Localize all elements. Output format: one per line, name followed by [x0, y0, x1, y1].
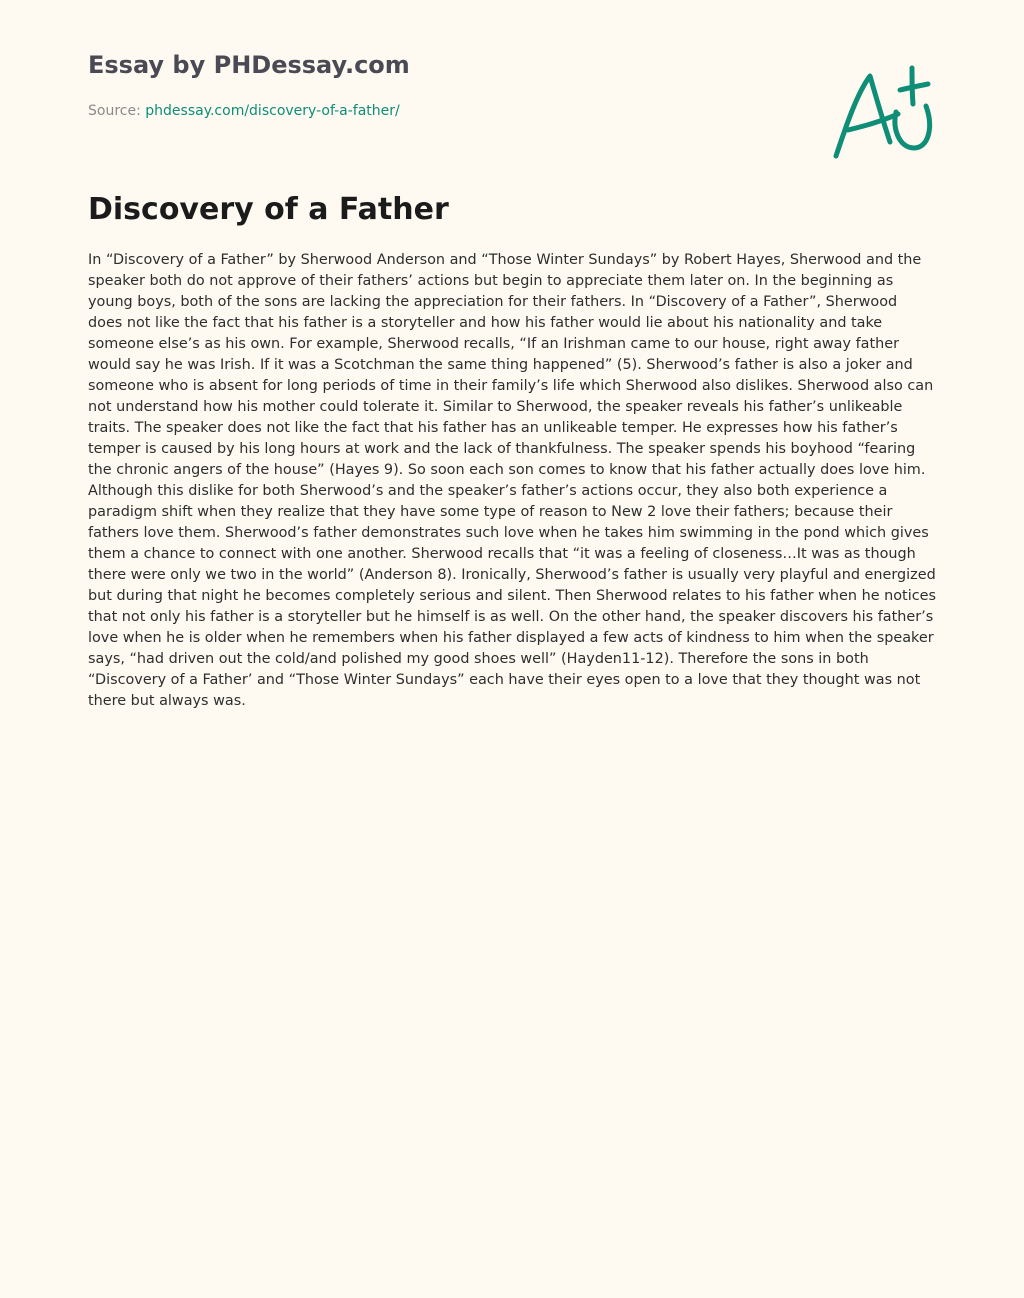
- essay-title: Discovery of a Father: [88, 192, 449, 227]
- source-label: Source:: [88, 103, 141, 119]
- page-header: [88, 48, 936, 158]
- a-plus-grade-icon: [832, 64, 936, 160]
- essay-body: In “Discovery of a Father” by Sherwood Anderson and “Those Winter Sundays” by Robert Hayes, Sherwood and the speaker both do not approve of their fathers’ actions but begin to appreciate them later on. In the beginning as young boys, both of the sons are lacking the appreciation for their fathers. In “Discovery of a Father”, Sherwood does not like the fact that his father is a storyteller and how his father would lie about his nationality and take someone else’s as his own. For example, Sherwood recalls, “If an Irishman came to our house, right away father would say he was Irish. If it was a Scotchman the same thing happened” (5). Sherwood’s father is also a joker and someone who is absent for long periods of time in their family’s life which Sherwood also dislikes. Sherwood also can not understand how his mother could tolerate it. Similar to Sherwood, the speaker reveals his father’s unlikeable traits. The speaker does not like the fact that his father has an unlikeable temper. He expresses how his father’s temper is caused by his long hours at work and the lack of thankfulness. The speaker spends his boyhood “fearing the chronic angers of the house” (Hayes 9). So soon each son comes to know that his father actually does love him. Although this dislike for both Sherwood’s and the speaker’s father’s actions occur, they also both experience a paradigm shift when they realize that they have some type of reason to New 2 love their fathers; because their fathers love them. Sherwood’s father demonstrates such love when he takes him swimming in the pond which gives them a chance to connect with one another. Sherwood recalls that “it was a feeling of closeness…It was as though there were only we two in the world” (Anderson 8). Ironically, Sherwood’s father is usually very playful and energized but during that night he becomes completely serious and silent. Then Sherwood relates to his father when he notices that not only his father is a storyteller but he himself is as well. On the other hand, the speaker discovers his father’s love when he is older when he remembers when his father displayed a few acts of kindness to him when the speaker says, “had driven out the cold/and polished my good shoes well” (Hayden11-12). Therefore the sons in both “Discovery of a Father’ and “Those Winter Sundays” each have their eyes open to a love that they thought was not there but always was.: [88, 252, 936, 709]
- source-line: [88, 101, 936, 121]
- site-brand: Essay by PHDessay.com: [88, 51, 410, 79]
- source-link[interactable]: phdessay.com/discovery-of-a-father/: [145, 103, 400, 119]
